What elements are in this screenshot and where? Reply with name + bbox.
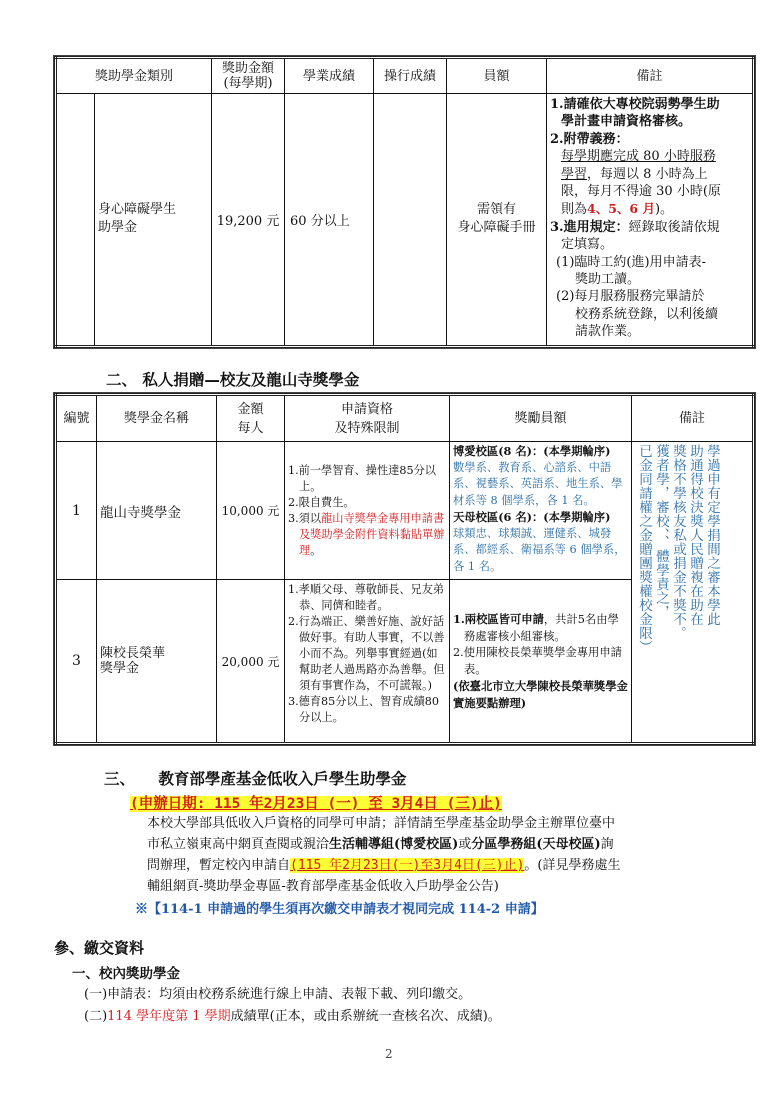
campus2-departments: 球類忠、球類誠、運健系、城發系、都經系、衛福系等 6 個學系，各 1 名。 [453, 526, 626, 573]
header-quota: 員額 [447, 58, 547, 94]
submission-list [84, 984, 501, 1028]
body-line3-pre: 問辦理，暫定校內申請自 [147, 858, 291, 873]
remark-item2-text-c: 則為 [561, 202, 588, 218]
remark-item2-text-b: 限，每月不得逾 30 小時(原 [561, 184, 721, 200]
quota-cell [447, 94, 547, 347]
submission-item2-post: 成績單(正本，或由系辦統一查核名次、成績)。 [230, 1009, 501, 1024]
eligibility-cell [285, 580, 450, 744]
table-header-row [56, 395, 754, 442]
section3-heading-row [104, 767, 406, 789]
remark-item3-text-b: 定填寫。 [561, 237, 614, 253]
remark-item2-underlined-a: 每學期應完成 80 小時服務 [561, 149, 716, 165]
table-row [56, 442, 754, 580]
date-banner-text: (申辦日期: 115 年2月23日 (一) 至 3月4日 (三)止) [130, 796, 502, 812]
section3-body [147, 813, 757, 897]
campus1-departments: 數學系、教育系、心諮系、中語系、視藝系、英語系、地生系、學材系等 8 個學系，各 1 名。 [453, 460, 623, 507]
grant-name-line2: 助學金 [98, 220, 138, 236]
header-remarks: 備註 [547, 58, 754, 94]
header-amount-line2: (每學期) [223, 76, 273, 91]
remarks-cell [632, 442, 754, 744]
remark-sub2-c: 請款作業。 [575, 324, 641, 340]
body-date-highlight: (115 年2月23日(一)至3月4日(三)止) [290, 858, 525, 873]
grant-name-line1: 身心障礙學生 [98, 202, 177, 218]
section2-heading: 二、 私人捐贈—校友及龍山寺獎學金 [106, 371, 360, 389]
eligibility-cell [285, 442, 450, 580]
remark-sub1-b: 獎助工讀。 [575, 272, 641, 288]
header-no: 編號 [56, 395, 97, 442]
quota-line2: 身心障礙手冊 [457, 220, 536, 236]
remark-item2-title: 2.附帶義務： [550, 131, 629, 147]
header-amount-line1: 金額 [237, 401, 264, 417]
campus1-title: 博愛校區(8 名)：(本學期輪序) [453, 444, 611, 458]
header-eligibility [285, 395, 450, 442]
scholarship-name [97, 580, 217, 744]
remark-item2-underlined-b: 學習 [561, 166, 588, 182]
remark-column-3: 獎格不學核友私或捐金不獎不。 [670, 444, 686, 640]
body-line1: 本校大學部具低收入戶資格的同學可申請；詳情請至學產基金助學金主辦單位臺中 [147, 816, 616, 831]
header-name: 獎學金名稱 [97, 395, 217, 442]
header-conduct: 操行成績 [374, 58, 447, 94]
quota-item2: 2.使用陳校長榮華獎學金專用申請表。 [453, 646, 622, 676]
header-remarks: 備註 [632, 395, 754, 442]
conduct-requirement [374, 94, 447, 347]
header-academic: 學業成績 [285, 58, 374, 94]
remark-item1-b: 學計畫申請資格審核。 [561, 114, 692, 130]
submission-item2 [84, 1006, 501, 1028]
elig-item1: 1.孝順父母、尊敬師長、兄友弟恭、同儕和睦者。 [288, 583, 445, 612]
scholarship-name-line2: 獎學金 [100, 661, 140, 676]
remarks-vertical-text [635, 444, 720, 654]
body-unit2: 分區學務組(天母校區) [471, 837, 601, 852]
section-san-subheading: 一、校內獎助學金 [72, 966, 180, 982]
quota-line1: 需領有 [477, 202, 517, 218]
academic-requirement: 60 分以上 [285, 94, 374, 347]
submission-item2-semester: 114 學年度第 1 學期 [107, 1009, 231, 1024]
header-elig-line1: 申請資格 [340, 401, 393, 417]
remark-sub2-a: (2)每月服務服務完畢請於 [556, 289, 705, 305]
section-san-heading: 參、繳交資料 [54, 939, 145, 957]
submission-item2-pre: (二) [84, 1009, 108, 1024]
private-donation-table [54, 393, 755, 745]
remark-item1-a: 1.請確依大專校院弱勢學生助 [550, 97, 720, 112]
body-line2-post: 詢 [600, 837, 614, 852]
header-amount-line1: 獎助金額 [222, 61, 275, 76]
remark-months: 4、5、6 月 [587, 201, 655, 217]
application-date-banner [130, 792, 502, 813]
grant-amount: 19,200 元 [212, 94, 285, 347]
quota-note: (依臺北市立大學陳校長榮華獎學金實施要點辦理) [453, 679, 628, 710]
body-line3-post: 。(詳見學務處生 [524, 858, 621, 873]
quota-item1-bold: 1.兩校區皆可申請 [453, 612, 544, 626]
remark-column-1: 學過申有定學捐間之審本學此 [704, 444, 720, 626]
elig-item3-post: 。 [310, 543, 322, 557]
reapply-note: ※【114-1 申請過的學生須再次繳交申請表才視同完成 114-2 申請】 [135, 902, 544, 917]
scholarship-amount: 20,000 元 [217, 580, 285, 744]
quota-cell [450, 580, 632, 744]
elig-item3-pre: 3.須以 [288, 511, 322, 525]
table-row [56, 94, 754, 347]
grant-name [95, 94, 212, 347]
header-amount [217, 395, 285, 442]
body-unit1: 生活輔導組(博愛校區) [329, 837, 459, 852]
elig-item1: 1.前一學智育、操性達85分以上。 [288, 463, 436, 493]
scholarship-name: 龍山寺獎學金 [97, 442, 217, 580]
remark-item3-text-a: 經錄取後請依規 [628, 219, 720, 235]
remark-item3-title: 3.進用規定： [550, 219, 629, 235]
submission-item1: (一)申請表：均須由校務系統進行線上申請、表報下載、列印繳交。 [84, 987, 472, 1002]
row-no: 1 [56, 442, 97, 580]
body-line4: 輔組網頁-獎助學金專區-教育部學產基金低收入戶助學金公告) [147, 879, 499, 894]
body-line3 [147, 855, 757, 876]
remarks-cell [547, 94, 754, 347]
remark-item2-text-a: ，每週以 8 小時為上 [587, 166, 708, 182]
quota-cell [450, 442, 632, 580]
remark-sub2-b: 校務系統登錄，以利後續 [575, 306, 719, 322]
scholarship-amount: 10,000 元 [217, 442, 285, 580]
header-quota: 獎勵員額 [450, 395, 632, 442]
quota-item1-text: ，共計5名由學務處審核小組審核。 [464, 613, 619, 643]
row-no: 3 [56, 580, 97, 744]
section3-number: 三、 [104, 770, 136, 788]
campus2-title: 天母校區(6 名)：(本學期輪序) [453, 510, 611, 524]
section3-title: 教育部學產基金低收入戶學生助學金 [158, 770, 407, 788]
body-line2 [147, 834, 757, 855]
remark-sub1-a: (1)臨時工約(進)用申請表- [556, 254, 706, 270]
header-category: 獎助學金類別 [56, 58, 212, 94]
elig-item3-red: 龍山寺獎學金專用申請書及獎助學金附件資料黏貼單辦理 [299, 511, 445, 557]
scholarship-name-line1: 陳校長榮華 [100, 646, 166, 661]
elig-item2: 2.行為端正、樂善好施、說好話做好事。有助人事實，不以善小而不為。列舉事實經過(如幫助老人過馬路亦為善舉。但須有事實作為，不可謊報。) [288, 615, 445, 692]
disability-grant-table [54, 56, 755, 348]
remark-column-5: 已金同請權之金贈團獎權校金限） [636, 444, 652, 654]
header-elig-line2: 及特殊限制 [334, 420, 400, 436]
elig-item3: 3.德育85分以上、智育成績80分以上。 [288, 695, 440, 724]
body-line2-pre: 市私立嶺東高中網頁查閱或親洽 [147, 837, 330, 852]
remark-item2-text-d: )。 [654, 202, 674, 218]
category-cell [56, 94, 95, 347]
header-amount [212, 58, 285, 94]
body-line2-mid: 或 [458, 837, 472, 852]
remark-column-4: 獲者學，審校、、體學責之， [653, 444, 669, 620]
header-amount-line2: 每人 [237, 420, 264, 436]
elig-item2: 2.限自費生。 [288, 495, 355, 509]
table-header-row [56, 58, 754, 94]
remark-column-2: 助通得校決獎人民贈複在助在 [687, 444, 703, 626]
page-number: 2 [385, 1047, 393, 1061]
